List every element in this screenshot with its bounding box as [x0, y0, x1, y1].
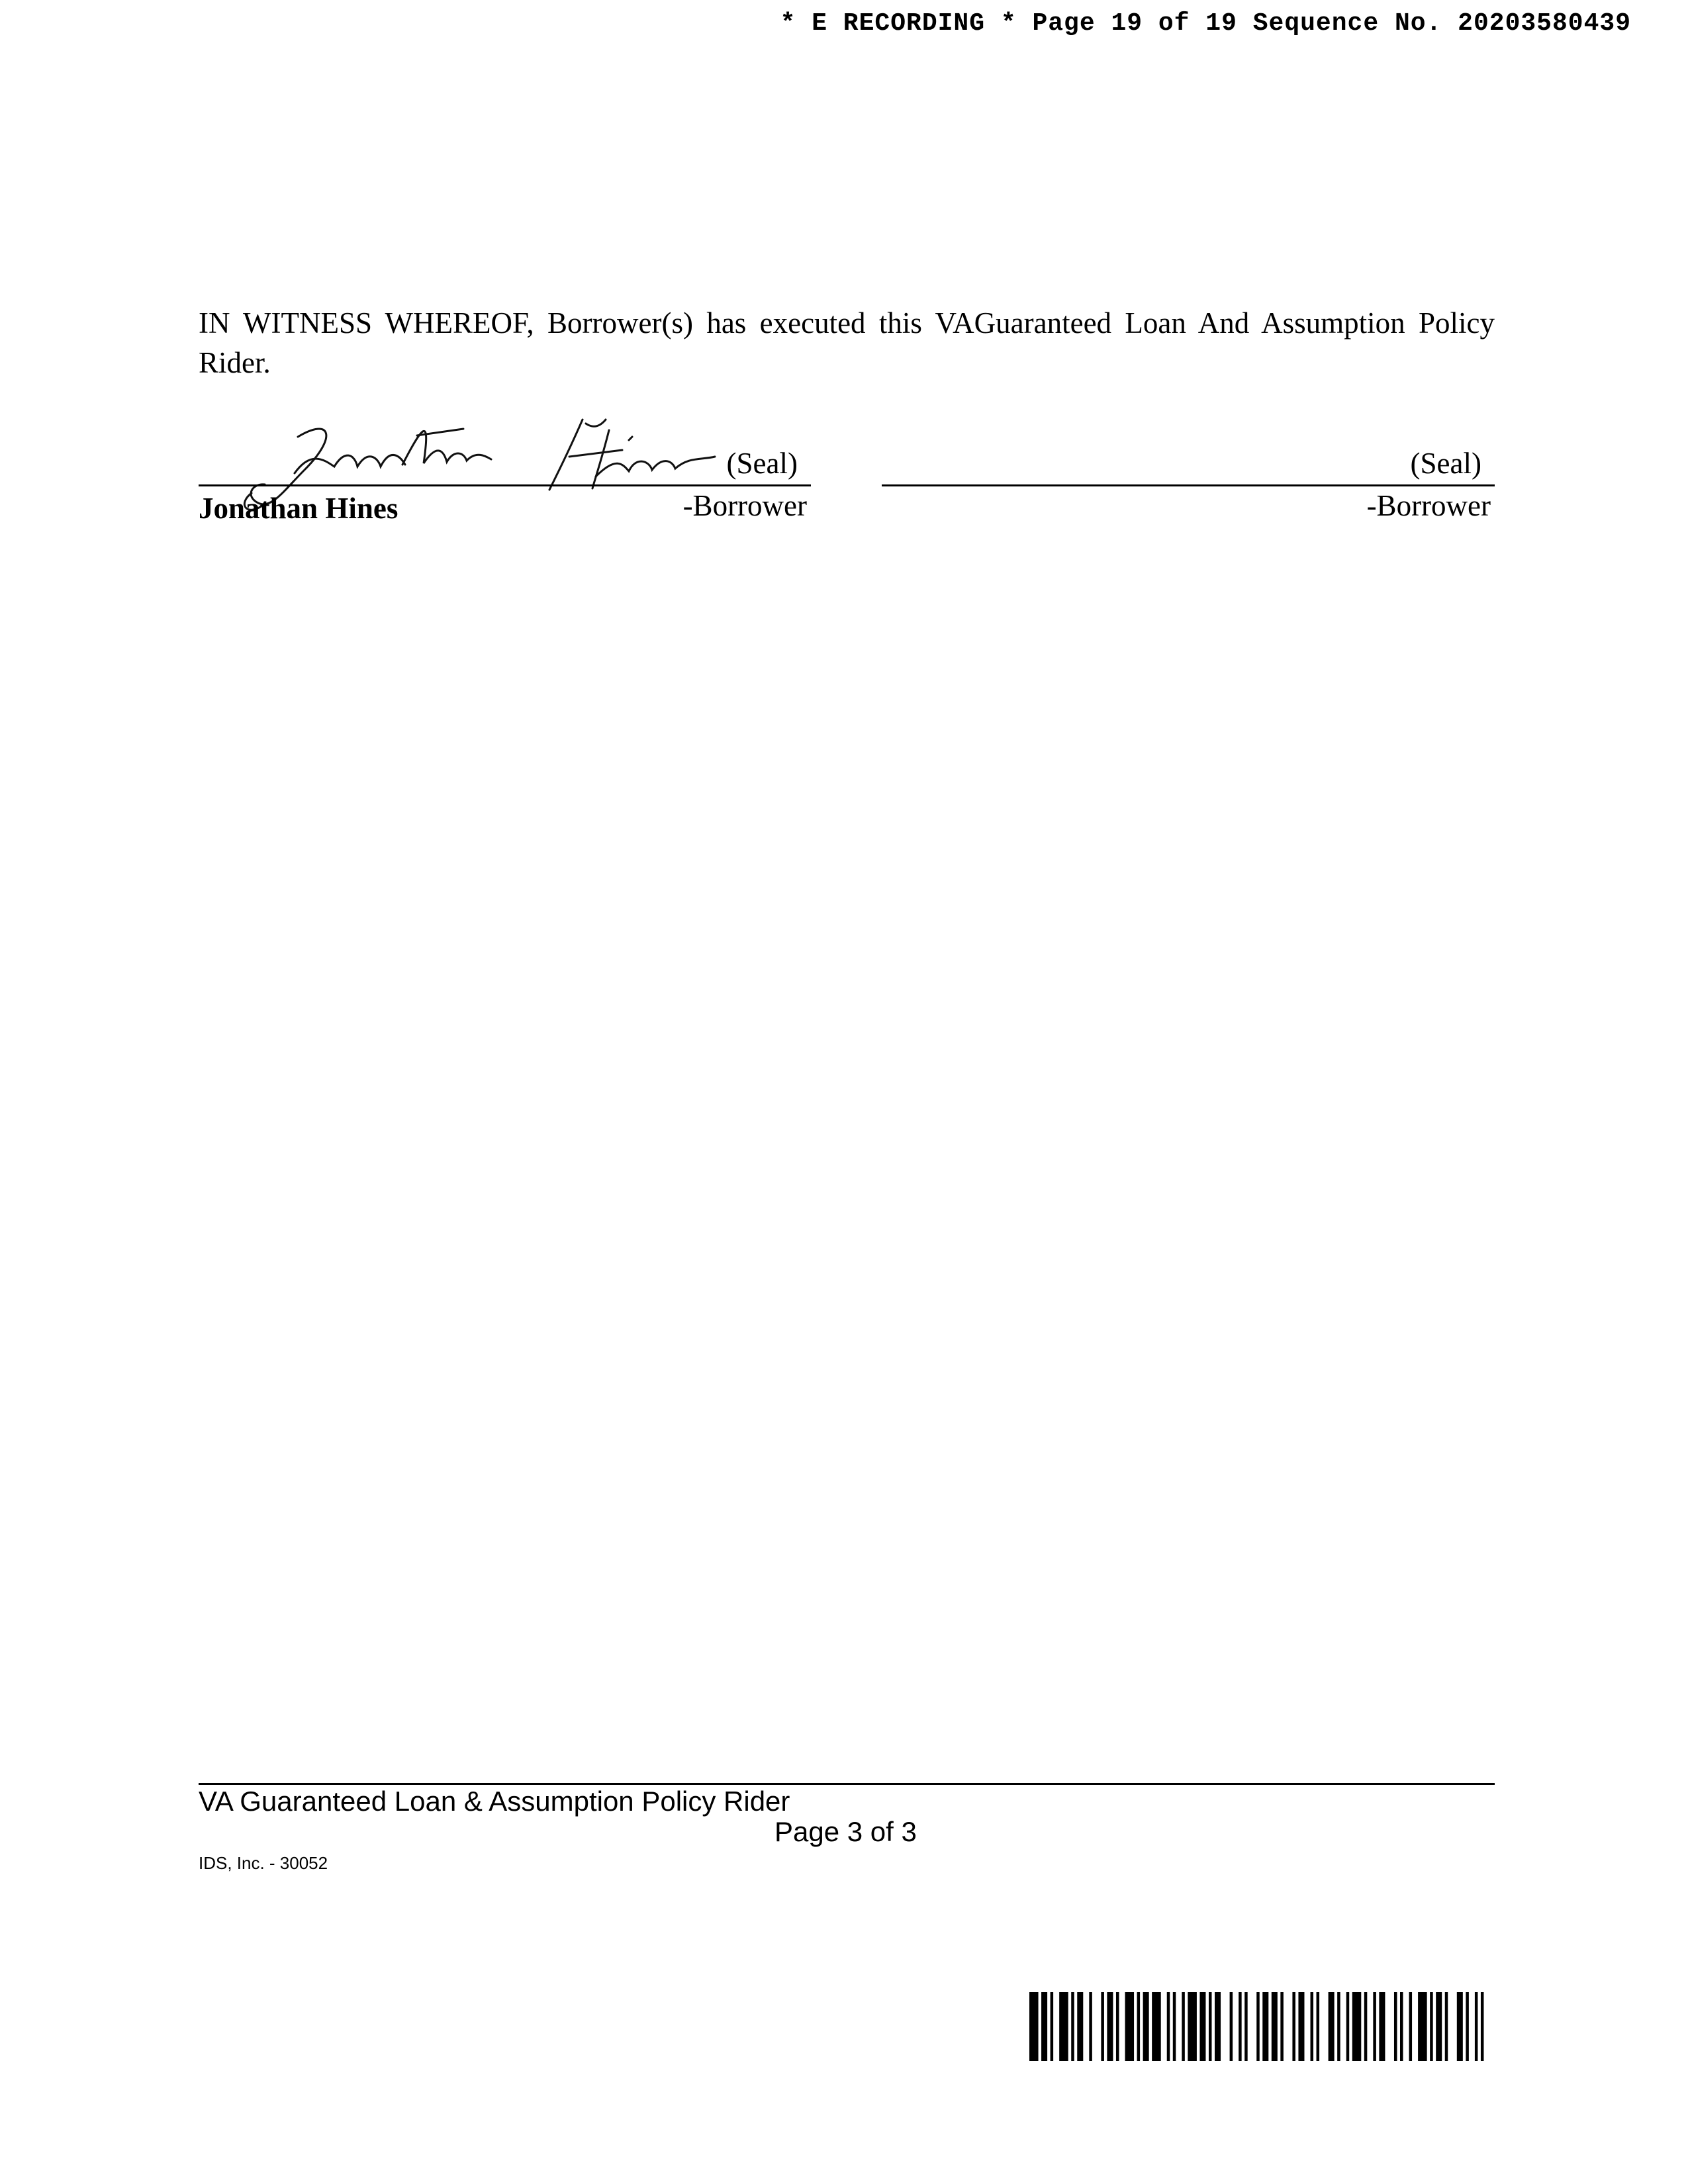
barcode-icon	[1029, 1992, 1493, 2061]
borrower-role: -Borrower	[1366, 489, 1491, 522]
borrower-name: Jonathan Hines	[199, 492, 399, 525]
footer-page-number: Page 3 of 3	[774, 1816, 917, 1847]
seal-label: (Seal)	[726, 447, 798, 480]
recording-stamp: * E RECORDING * Page 19 of 19 Sequence No. 20203580439	[780, 9, 1631, 38]
signature-block-borrower-1	[199, 410, 811, 529]
signature-line	[199, 484, 811, 486]
borrower-role: -Borrower	[682, 489, 807, 522]
signature-block-borrower-2	[882, 410, 1495, 529]
signature-line	[882, 484, 1495, 486]
footer-form-code: IDS, Inc. - 30052	[199, 1853, 328, 1873]
footer-divider	[199, 1783, 1495, 1785]
witness-statement: IN WITNESS WHEREOF, Borrower(s) has executed this VAGuaranteed Loan And Assumption Policy Rider.	[199, 306, 1495, 379]
seal-label: (Seal)	[1410, 447, 1481, 480]
footer-form-title: VA Guaranteed Loan & Assumption Policy Rider	[199, 1786, 790, 1817]
